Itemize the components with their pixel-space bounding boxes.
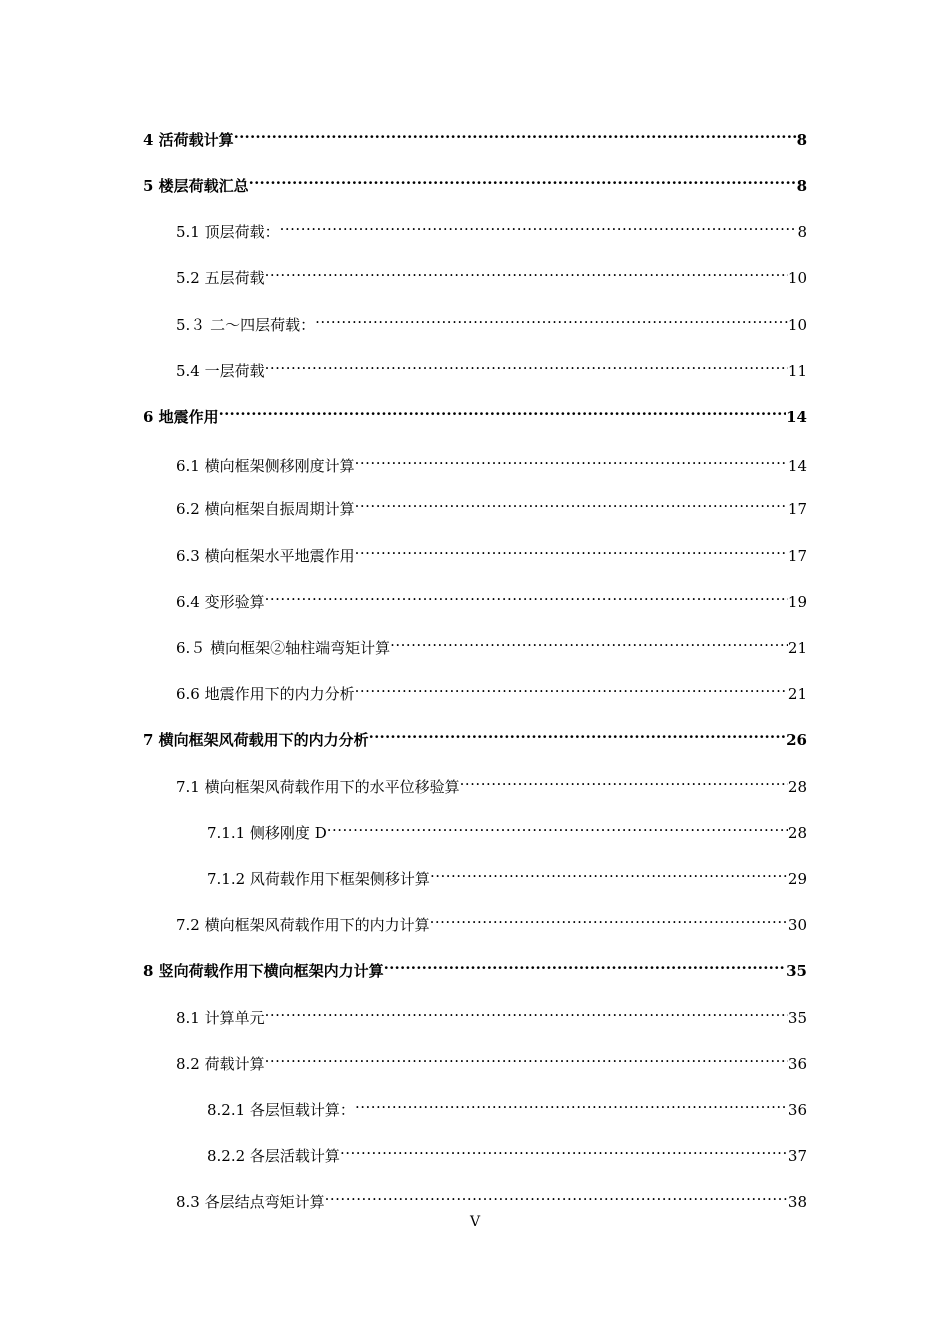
toc-entry-page: 11 [787, 362, 807, 380]
toc-dot-leader [315, 306, 788, 330]
toc-entry-page: 8 [796, 177, 807, 195]
toc-entry-page: 19 [787, 593, 807, 611]
toc-entry-label: 7.1.2 风荷载作用下框架侧移计算 [207, 870, 430, 888]
toc-dot-leader [234, 121, 797, 145]
toc-entry-6-2[interactable] [176, 490, 807, 518]
toc-dot-leader [369, 721, 786, 745]
toc-entry-label: 6.1 横向框架侧移刚度计算 [176, 457, 355, 475]
toc-entry-page: 8 [797, 223, 807, 241]
toc-entry-page: 29 [787, 870, 807, 888]
toc-entry-label: 7.1.1 侧移刚度 D [207, 824, 327, 842]
toc-entry-label: 6 地震作用 [143, 408, 219, 426]
toc-entry-5-4[interactable] [176, 352, 807, 380]
toc-dot-leader [265, 259, 788, 283]
toc-entry-7-2[interactable] [176, 906, 807, 934]
toc-entry-label: 8.2.2 各层活载计算 [207, 1147, 340, 1165]
toc-dot-leader [355, 490, 788, 514]
toc-entry-label: 7.1 横向框架风荷载作用下的水平位移验算 [176, 778, 460, 796]
toc-entry-7[interactable] [143, 721, 807, 749]
toc-entry-label: 6.2 横向框架自振周期计算 [176, 500, 355, 518]
toc-entry-page: 35 [786, 962, 807, 980]
toc-entry-page: 30 [787, 916, 807, 934]
toc-entry-page: 35 [787, 1009, 807, 1027]
toc-entry-label: 5.３ 二～四层荷载： [176, 316, 316, 334]
toc-dot-leader [325, 1183, 788, 1207]
toc-entry-page: 17 [787, 547, 807, 565]
toc-entry-page: 21 [787, 685, 807, 703]
toc-entry-label: 6.５ 横向框架②轴柱端弯矩计算 [176, 639, 391, 657]
toc-dot-leader [280, 213, 798, 237]
toc-entry-page: 37 [787, 1147, 807, 1165]
toc-entry-page: 36 [787, 1055, 807, 1073]
toc-dot-leader [355, 1091, 788, 1115]
toc-entry-label: 8.2.1 各层恒载计算： [207, 1101, 355, 1119]
toc-entry-label: 5.1 顶层荷载： [176, 223, 280, 241]
toc-entry-5-1[interactable] [176, 213, 807, 241]
toc-entry-label: 5 楼层荷载汇总 [143, 177, 249, 195]
toc-entry-label: 5.2 五层荷载 [176, 269, 265, 287]
toc-dot-leader [384, 952, 786, 976]
toc-entry-page: 38 [787, 1193, 807, 1211]
toc-entry-8-3[interactable] [176, 1183, 807, 1211]
toc-entry-page: 21 [787, 639, 807, 657]
toc-entry-page: 10 [787, 316, 807, 334]
toc-entry-label: 8.3 各层结点弯矩计算 [176, 1193, 325, 1211]
toc-entry-8-2[interactable] [176, 1045, 807, 1073]
toc-dot-leader [355, 675, 788, 699]
toc-entry-label: 6.3 横向框架水平地震作用 [176, 547, 355, 565]
toc-dot-leader [265, 999, 788, 1023]
toc-entry-page: 14 [786, 408, 807, 426]
toc-entry-page: 28 [787, 824, 807, 842]
toc-entry-5[interactable] [143, 167, 807, 195]
toc-entry-5-3[interactable] [176, 306, 807, 334]
toc-dot-leader [219, 398, 786, 422]
toc-entry-label: 8 竖向荷载作用下横向框架内力计算 [143, 962, 384, 980]
toc-entry-6-5[interactable] [176, 629, 807, 657]
toc-entry-4[interactable] [143, 121, 807, 149]
toc-entry-page: 10 [787, 269, 807, 287]
toc-entry-6-6[interactable] [176, 675, 807, 703]
toc-entry-label: 7 横向框架风荷载用下的内力分析 [143, 731, 369, 749]
toc-dot-leader [327, 814, 788, 838]
toc-entry-label: 7.2 横向框架风荷载作用下的内力计算 [176, 916, 430, 934]
toc-entry-page: 28 [787, 778, 807, 796]
toc-entry-label: 6.6 地震作用下的内力分析 [176, 685, 355, 703]
toc-entry-page: 14 [787, 457, 807, 475]
toc-entry-8[interactable] [143, 952, 807, 980]
toc-entry-6-3[interactable] [176, 537, 807, 565]
toc-entry-page: 36 [787, 1101, 807, 1119]
toc-dot-leader [355, 537, 788, 561]
toc-dot-leader [430, 860, 788, 884]
toc-dot-leader [460, 768, 788, 792]
toc-entry-6[interactable] [143, 398, 807, 426]
toc-dot-leader [430, 906, 788, 930]
toc-entry-label: 8.2 荷载计算 [176, 1055, 265, 1073]
toc-dot-leader [265, 352, 788, 376]
toc-entry-page: 8 [796, 131, 807, 149]
toc-entry-8-1[interactable] [176, 999, 807, 1027]
toc-entry-8-2-1[interactable] [207, 1091, 807, 1119]
toc-dot-leader [340, 1137, 788, 1161]
toc-entry-5-2[interactable] [176, 259, 807, 287]
toc-entry-page: 17 [787, 500, 807, 518]
toc-entry-6-4[interactable] [176, 583, 807, 611]
toc-dot-leader [249, 167, 797, 191]
toc-dot-leader [265, 1045, 788, 1069]
toc-dot-leader [265, 583, 788, 607]
toc-entry-page: 26 [786, 731, 807, 749]
toc-dot-leader [355, 447, 788, 471]
toc-entry-label: 6.4 变形验算 [176, 593, 265, 611]
toc-entry-7-1-2[interactable] [207, 860, 807, 888]
toc-entry-label: 4 活荷载计算 [143, 131, 234, 149]
toc-entry-label: 8.1 计算单元 [176, 1009, 265, 1027]
toc-entry-8-2-2[interactable] [207, 1137, 807, 1165]
toc-entry-6-1[interactable] [176, 447, 807, 475]
toc-dot-leader [390, 629, 788, 653]
toc-entry-label: 5.4 一层荷载 [176, 362, 265, 380]
toc-entry-7-1-1[interactable] [207, 814, 807, 842]
toc-entry-7-1[interactable] [176, 768, 807, 796]
page-number-footer: V [469, 1214, 481, 1230]
